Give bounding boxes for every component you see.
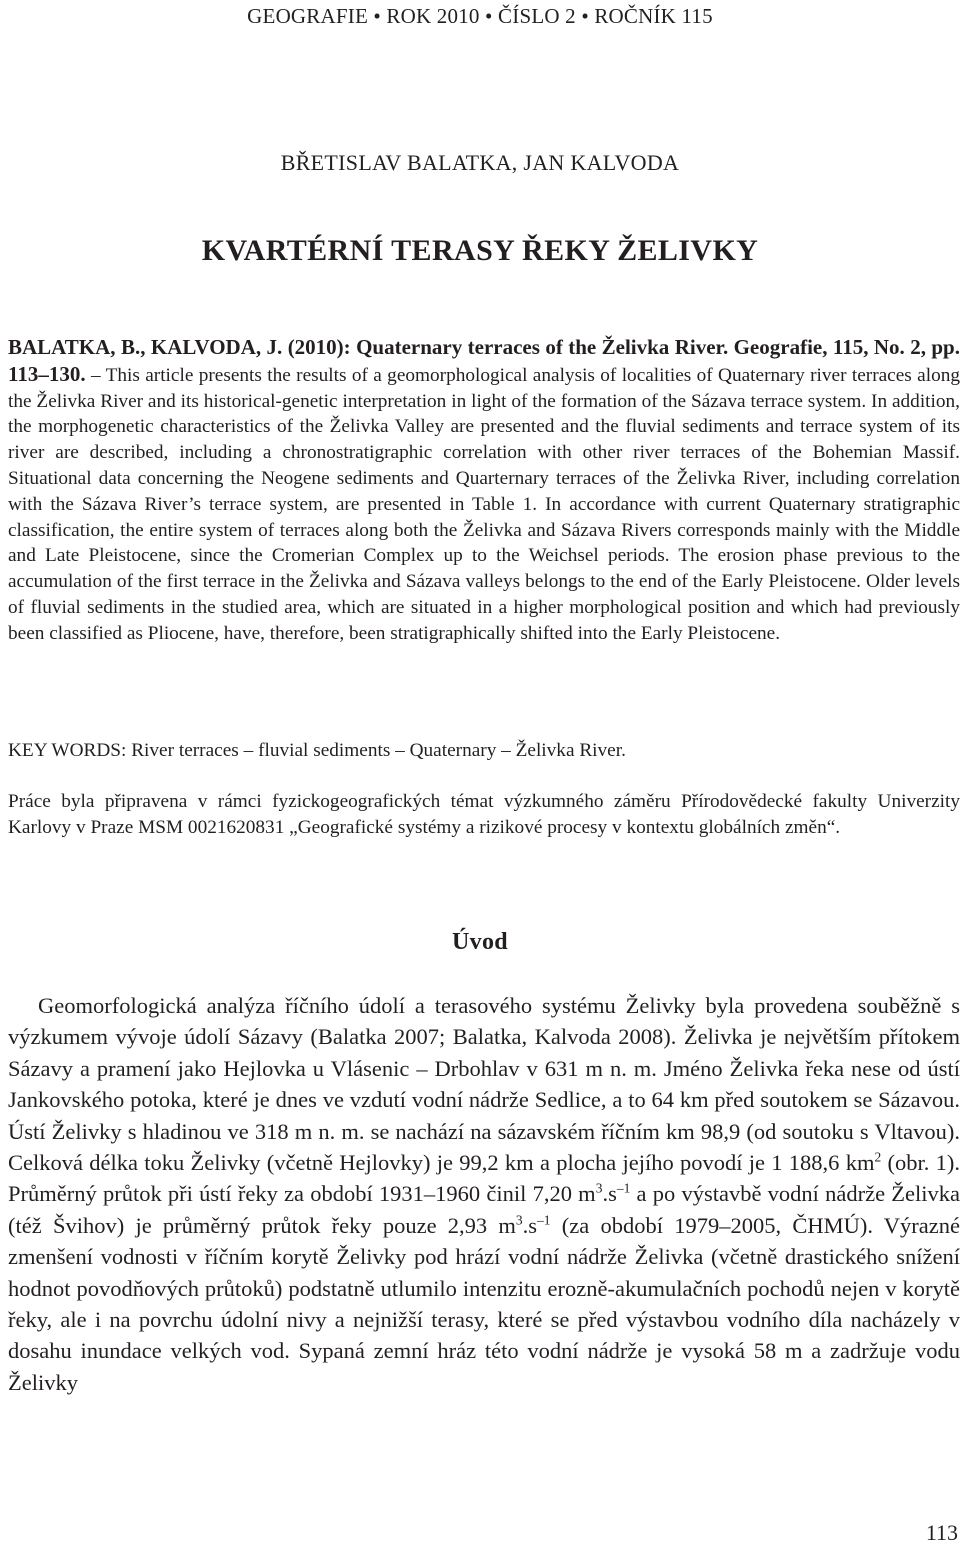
superscript: 3 (515, 1212, 523, 1228)
article-title: KVARTÉRNÍ TERASY ŘEKY ŽELIVKY (201, 234, 759, 267)
superscript: –1 (537, 1212, 551, 1228)
acknowledgement: Práce byla připravena v rámci fyzickogeografických témat výzkumného záměru Přírodovědecké fakulty Univerzity Karlovy v Praze MSM 0021620831 „Geografické systémy a rizikové procesy v kontextu globálních změn“. (8, 791, 960, 838)
superscript: –1 (616, 1180, 631, 1196)
superscript: 3 (595, 1180, 603, 1196)
body-text-part: a po výstavbě vodní nádrže Želivka (též Švihov) je průměrný průtok řeky pouze 2,93 m (8, 1181, 960, 1238)
body-text-part: (za období 1979–2005, ČHMÚ). Výrazné zmenšení vodnosti v říčním korytě Želivky pod hrází vodní nádrže Želivka (včetně drastického snížení hodnot povodňových průtoků) podstatně utlumilo intenzitu erozně-akumulačních pochodů nejen v korytě řeky, ale i na povrchu údolní nivy a nejnižší terasy, které se před výstavbou vodního díla nacházely v dosahu inundace velkých vod. Sypaná zemní hráz této vodní nádrže je vysoká 58 m a zadržuje vodu Želivky (8, 1212, 960, 1395)
abstract (8, 335, 960, 647)
body-paragraph (8, 990, 960, 1398)
section-heading-uvod: Úvod (452, 929, 508, 955)
keywords: KEY WORDS: River terraces – fluvial sediments – Quaternary – Želivka River. (8, 740, 626, 761)
superscript: 2 (874, 1149, 882, 1165)
page-number: 113 (925, 1520, 958, 1545)
abstract-text: – This article presents the results of a geomorphological analysis of localities of Quaternary river terraces along the Želivka River and its historical-genetic interpretation in light of the formation of the Sázava terrace system. In addition, the morphogenetic characteristics of the Želivka Valley are presented and the fluvial sediments and terrace system of its river are described, including a chronostratigraphic correlation with other river terraces of the Bohemian Massif. Situational data concerning the Neogene sediments and Quarternary terraces of the Želivka River, including correlation with the Sázava River’s terrace system, are presented in Table 1. In accordance with current Quaternary stratigraphic classification, the entire system of terraces along both the Želivka and Sázava Rivers corresponds mainly with the Middle and Late Pleistocene, since the Cromerian Complex up to the Weichsel periods. The erosion phase previous to the accumulation of the first terrace in the Želivka and Sázava valleys belongs to the end of the Early Pleistocene. Older levels of fluvial sediments in the studied area, which are situated in a higher morphological position and which had previously been classified as Pliocene, have, therefore, been stratigraphically shifted into the Early Pleistocene. (8, 364, 960, 644)
running-header: GEOGRAFIE • ROK 2010 • ČÍSLO 2 • ROČNÍK 115 (247, 4, 713, 28)
abstract-citation: BALATKA, B., KALVODA, J. (2010): Quaternary terraces of the Želivka River. Geografie, 115, No. 2, pp. 113–130. (8, 335, 960, 386)
body-text-part: Geomorfologická analýza říčního údolí a terasového systému Želivky byla provedena souběžně s výzkumem vývoje údolí Sázavy (Balatka 2007; Balatka, Kalvoda 2008). Želivka je největším přítokem Sázavy a pramení jako Hejlovka u Vlásenic – Drbohlav v 631 m n. m. Jméno Želivka řeka nese od ústí Jankovského potoka, které je dnes ve vzdutí vodní nádrže Sedlice, a to 64 km před soutokem se Sázavou. Ústí Želivky s hladinou ve 318 m n. m. se nachází na sázavském říčním km 98,9 (od soutoku s Vltavou). Celková délka toku Želivky (včetně Hejlovky) je 99,2 km a plocha jejího povodí je 1 188,6 km (8, 993, 960, 1176)
body-text-part: (obr. 1). Průměrný průtok při ústí řeky za období 1931–1960 činil 7,20 m (8, 1150, 960, 1207)
body-text-part: .s (522, 1212, 538, 1238)
article-authors: BŘETISLAV BALATKA, JAN KALVODA (280, 150, 680, 175)
body-text-part: .s (602, 1181, 617, 1207)
